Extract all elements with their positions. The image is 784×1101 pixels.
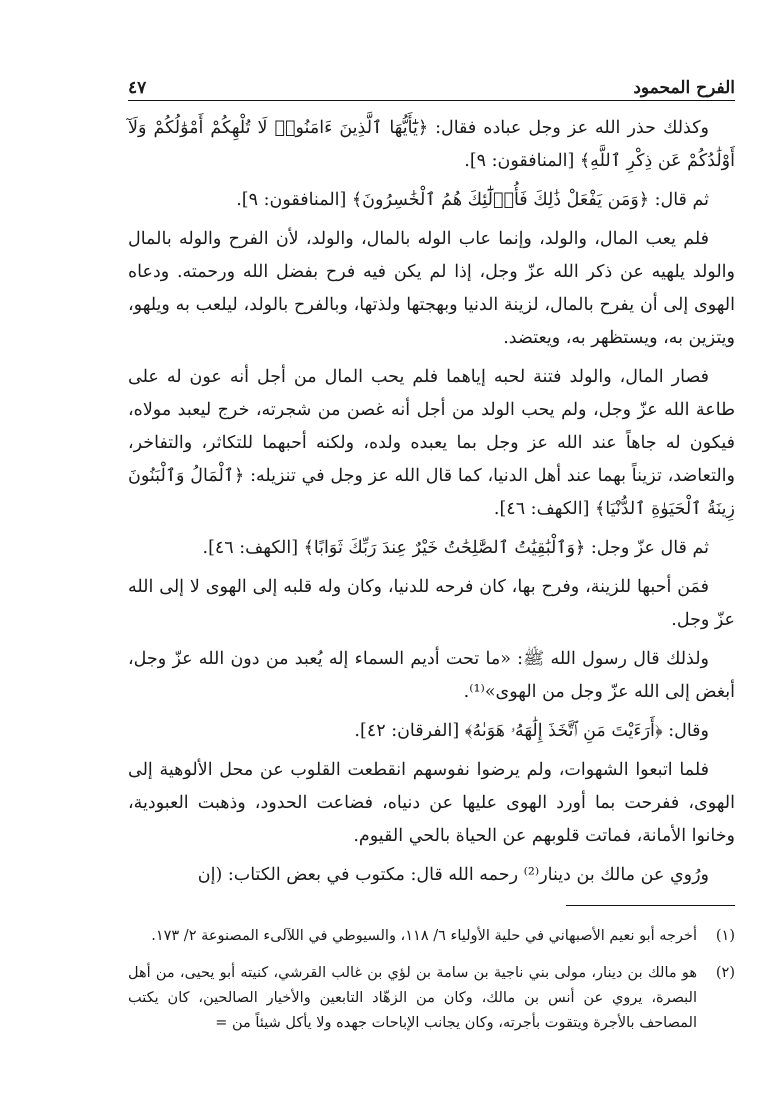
paragraph-1: وكذلك حذر الله عز وجل عباده فقال: ﴿يَٰٓأَيُّهَا ٱلَّذِينَ ءَامَنُوا۟ لَا تُلْهِكُمْ أَمْوَٰلُكُمْ وَلَآ أَوْلَٰدُكُمْ عَن ذِكْرِ ٱللَّهِ﴾ [المنافقون: ٩]. <box>128 118 735 171</box>
paragraph-6: فمَن أحبها للزينة، وفرح بها، كان فرحه للدنيا، وكان وله قلبه إلى الهوى لا إلى الله عزّ وجل. <box>128 577 735 630</box>
footnote-1 <box>128 924 735 949</box>
header-rule <box>128 100 735 101</box>
page-number: ٤٧ <box>128 78 147 98</box>
footnote-text: هو مالك بن دينار، مولى بني ناجية بن سامة بن لؤي بن غالب القرشي، كنيته أبو يحيى، من أهل البصرة، يروي عن أنس بن مالك، وكان من الزهّاد التابعين والأخيار الصالحين، كان يكتب المصاحف بالأجرة ويتقوت بأجرته، وكان يجانب الإباحات جهده ولا يأكل شيئاً من = <box>128 965 697 1031</box>
header-title: الفرح المحمود <box>633 78 735 98</box>
footnote-number: (٢) <box>715 965 735 981</box>
body-text <box>128 112 735 892</box>
footnote-separator <box>566 905 735 906</box>
footnotes <box>128 924 735 1048</box>
paragraph-2: ثم قال: ﴿وَمَن يَفْعَلْ ذَٰلِكَ فَأُو۟لَٰٓئِكَ هُمُ ٱلْخَٰسِرُونَ﴾ [المنافقون: ٩]. <box>236 190 709 210</box>
paragraph-3: فلم يعب المال، والولد، وإنما عاب الوله بالمال، والولد، لأن الفرح والوله بالمال والولد يلهيه عن ذكر الله عزّ وجل، إذا لم يكن فيه فرح بفضل الله ورحمته. ودعاه الهوى إلى أن يفرح بالمال، لزينة الدنيا وبهجتها ولذتها، وبالفرح بالولد، ليلعب به ويلهو، ويتزين به، ويستظهر به، ويعتضد. <box>128 229 735 348</box>
paragraph-5: ثم قال عزّ وجل: ﴿وَٱلْبَٰقِيَٰتُ ٱلصَّٰلِحَٰتُ خَيْرٌ عِندَ رَبِّكَ ثَوَابًا﴾ [الكهف: ٤٦]. <box>202 538 709 558</box>
paragraph-9: فلما اتبعوا الشهوات، ولم يرضوا نفوسهم انقطعت القلوب عن محل الألوهية إلى الهوى، ففرحت بما أورد الهوى عليها عن دنياه، فضاعت الحدود، وذهبت العبودية، وخانوا الأمانة، فماتت قلوبهم عن الحياة بالحي القيوم. <box>128 760 735 846</box>
running-header <box>128 72 735 98</box>
paragraph-8: وقال: ﴿أَرَءَيْتَ مَنِ ٱتَّخَذَ إِلَٰهَهُۥ هَوَىٰهُ﴾ [الفرقان: ٤٢]. <box>354 721 709 741</box>
footnote-2 <box>128 961 735 1036</box>
paragraph-7: ولذلك قال رسول الله ﷺ: «ما تحت أديم السماء إله يُعبد من دون الله عزّ وجل، أبغض إلى الله عزّ وجل من الهوى»⁽¹⁾. <box>128 649 735 702</box>
paragraph-4: فصار المال، والولد فتنة لحبه إياهما فلم يحب المال من أجل أنه عون له على طاعة الله عزّ وجل، ولم يحب الولد من أجل أنه غصن من شجرته، خرج ليعبد مولاه، فيكون له جاهاً عند الله عز وجل بما يعبده ولده، ولكنه أحبهما للتكاثر، والتفاخر، والتعاضد، تزيناً بهما عند أهل الدنيا، كما قال الله عز وجل في تنزيله: ﴿ٱلْمَالُ وَٱلْبَنُونَ زِينَةُ ٱلْحَيَوٰةِ ٱلدُّنْيَا﴾ [الكهف: ٤٦]. <box>128 367 735 519</box>
footnote-text: أخرجه أبو نعيم الأصبهاني في حلية الأولياء ٦/ ١١٨، والسيوطي في اللآلىء المصنوعة ٢/ ١٧٣. <box>151 928 697 944</box>
paragraph-10: ورُوي عن مالك بن دينار⁽²⁾ رحمه الله قال: مكتوب في بعض الكتاب: (إن <box>197 865 709 885</box>
footnote-number: (١) <box>715 928 735 944</box>
